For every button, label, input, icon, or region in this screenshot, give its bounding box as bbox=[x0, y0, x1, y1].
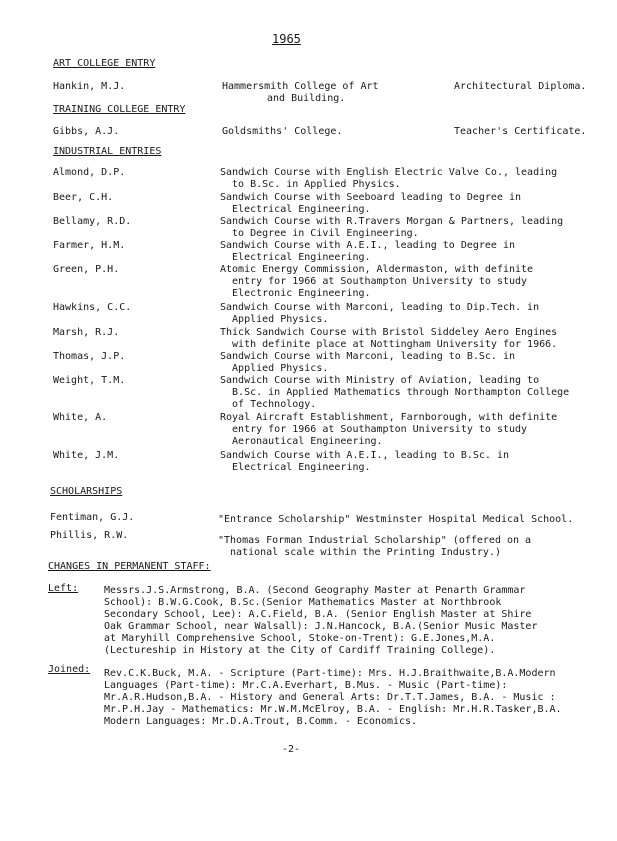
industrial-desc-line: entry for 1966 at Southampton University to study bbox=[220, 424, 528, 435]
industrial-desc-line: Sandwich Course with A.E.I., leading to B.Sc. in bbox=[220, 450, 509, 461]
industrial-desc-line: Sandwich Course with Seeboard leading to Degree in bbox=[220, 192, 522, 203]
industrial-name: Hawkins, C.C. bbox=[53, 302, 132, 313]
industrial-desc-line: Electrical Engineering. bbox=[220, 462, 371, 473]
industrial-desc-line: to B.Sc. in Applied Physics. bbox=[220, 179, 401, 190]
staff-left-label: Left: bbox=[48, 583, 79, 594]
industrial-desc-line: Sandwich Course with R.Travers Morgan & Partners, leading bbox=[220, 216, 564, 227]
page-year: 1965 bbox=[272, 32, 301, 46]
art-college-heading: ART COLLEGE ENTRY bbox=[53, 58, 156, 69]
industrial-name: Thomas, J.P. bbox=[53, 351, 126, 362]
staff-left-line: School): B.W.G.Cook, B.Sc.(Senior Mathematics Master at Northbrook bbox=[104, 597, 502, 608]
industrial-desc-line: with definite place at Nottingham University for 1966. bbox=[220, 339, 558, 350]
industrial-desc-line: Electronic Engineering. bbox=[220, 288, 371, 299]
art-college-name: Hankin, M.J. bbox=[53, 81, 126, 92]
industrial-desc-line: Sandwich Course with English Electric Valve Co., leading bbox=[220, 167, 558, 178]
industrial-name: White, A. bbox=[53, 412, 108, 423]
staff-left-line: Secondary School, Lee): A.C.Field, B.A. (Senior English Master at Shire bbox=[104, 609, 532, 620]
training-college-heading: TRAINING COLLEGE ENTRY bbox=[53, 104, 186, 115]
industrial-name: Marsh, R.J. bbox=[53, 327, 120, 338]
industrial-desc-line: Sandwich Course with Ministry of Aviation, leading to bbox=[220, 375, 540, 386]
scholarship-name: Phillis, R.W. bbox=[50, 530, 129, 541]
training-college-institution: Goldsmiths' College. bbox=[222, 126, 343, 137]
industrial-desc-line: Atomic Energy Commission, Aldermaston, with definite bbox=[220, 264, 534, 275]
industrial-heading: INDUSTRIAL ENTRIES bbox=[53, 146, 162, 157]
staff-heading: CHANGES IN PERMANENT STAFF: bbox=[48, 561, 211, 572]
training-college-award: Teacher's Certificate. bbox=[454, 126, 587, 137]
industrial-desc-line: Royal Aircraft Establishment, Farnborough, with definite bbox=[220, 412, 558, 423]
industrial-desc-line: Thick Sandwich Course with Bristol Siddeley Aero Engines bbox=[220, 327, 558, 338]
industrial-desc-line: Sandwich Course with A.E.I., leading to Degree in bbox=[220, 240, 516, 251]
staff-joined-label: Joined: bbox=[48, 664, 91, 675]
staff-joined-line: Modern Languages: Mr.D.A.Trout, B.Comm. - Economics. bbox=[104, 716, 418, 727]
industrial-name: Weight, T.M. bbox=[53, 375, 126, 386]
industrial-name: Farmer, H.M. bbox=[53, 240, 126, 251]
staff-left-line: at Maryhill Comprehensive School, Stoke-on-Trent): G.E.Jones,M.A. bbox=[104, 633, 496, 644]
scholarship-desc-line: "Entrance Scholarship" Westminster Hospital Medical School. bbox=[218, 514, 574, 525]
industrial-desc-line: Sandwich Course with Marconi, leading to Dip.Tech. in bbox=[220, 302, 540, 313]
staff-joined-line: Mr.P.H.Jay - Mathematics: Mr.W.M.McElroy, B.A. - English: Mr.H.R.Tasker,B.A. bbox=[104, 704, 562, 715]
staff-joined-line: Languages (Part-time): Mr.C.A.Everhart, B.Mus. - Music (Part-time): bbox=[104, 680, 508, 691]
industrial-desc-line: Electrical Engineering. bbox=[220, 252, 371, 263]
art-college-institution-line-2: and Building. bbox=[267, 93, 346, 104]
industrial-desc-line: Sandwich Course with Marconi, leading to B.Sc. in bbox=[220, 351, 516, 362]
training-college-name: Gibbs, A.J. bbox=[53, 126, 120, 137]
industrial-name: Almond, D.P. bbox=[53, 167, 126, 178]
scholarship-desc-line: national scale within the Printing Industry.) bbox=[218, 547, 501, 558]
industrial-desc-line: Electrical Engineering. bbox=[220, 204, 371, 215]
industrial-name: Bellamy, R.D. bbox=[53, 216, 132, 227]
staff-left-line: Messrs.J.S.Armstrong, B.A. (Second Geography Master at Penarth Grammar bbox=[104, 585, 526, 596]
art-college-award: Architectural Diploma. bbox=[454, 81, 587, 92]
industrial-desc-line: Applied Physics. bbox=[220, 363, 329, 374]
art-college-institution-line-1: Hammersmith College of Art bbox=[222, 81, 379, 92]
industrial-desc-line: of Technology. bbox=[220, 399, 317, 410]
staff-joined-line: Rev.C.K.Buck, M.A. - Scripture (Part-time): Mrs. H.J.Braithwaite,B.A.Modern bbox=[104, 668, 556, 679]
industrial-name: White, J.M. bbox=[53, 450, 120, 461]
staff-left-line: Oak Grammar School, near Walsall): J.N.Hancock, B.A.(Senior Music Master bbox=[104, 621, 538, 632]
industrial-desc-line: B.Sc. in Applied Mathematics through Northampton College bbox=[220, 387, 570, 398]
industrial-name: Green, P.H. bbox=[53, 264, 120, 275]
scholarship-desc-line: "Thomas Forman Industrial Scholarship" (offered on a bbox=[218, 535, 532, 546]
staff-left-line: (Lectureship in History at the City of Cardiff Training College). bbox=[104, 645, 496, 656]
industrial-desc-line: Aeronautical Engineering. bbox=[220, 436, 383, 447]
industrial-desc-line: entry for 1966 at Southampton University to study bbox=[220, 276, 528, 287]
industrial-name: Beer, C.H. bbox=[53, 192, 114, 203]
page-number: -2- bbox=[282, 744, 301, 755]
industrial-desc-line: Applied Physics. bbox=[220, 314, 329, 325]
scholarship-name: Fentiman, G.J. bbox=[50, 512, 135, 523]
staff-joined-line: Mr.A.R.Hudson,B.A. - History and General Arts: Dr.T.T.James, B.A. - Music : bbox=[104, 692, 556, 703]
scholarships-heading: SCHOLARSHIPS bbox=[50, 486, 123, 497]
industrial-desc-line: to Degree in Civil Engineering. bbox=[220, 228, 419, 239]
